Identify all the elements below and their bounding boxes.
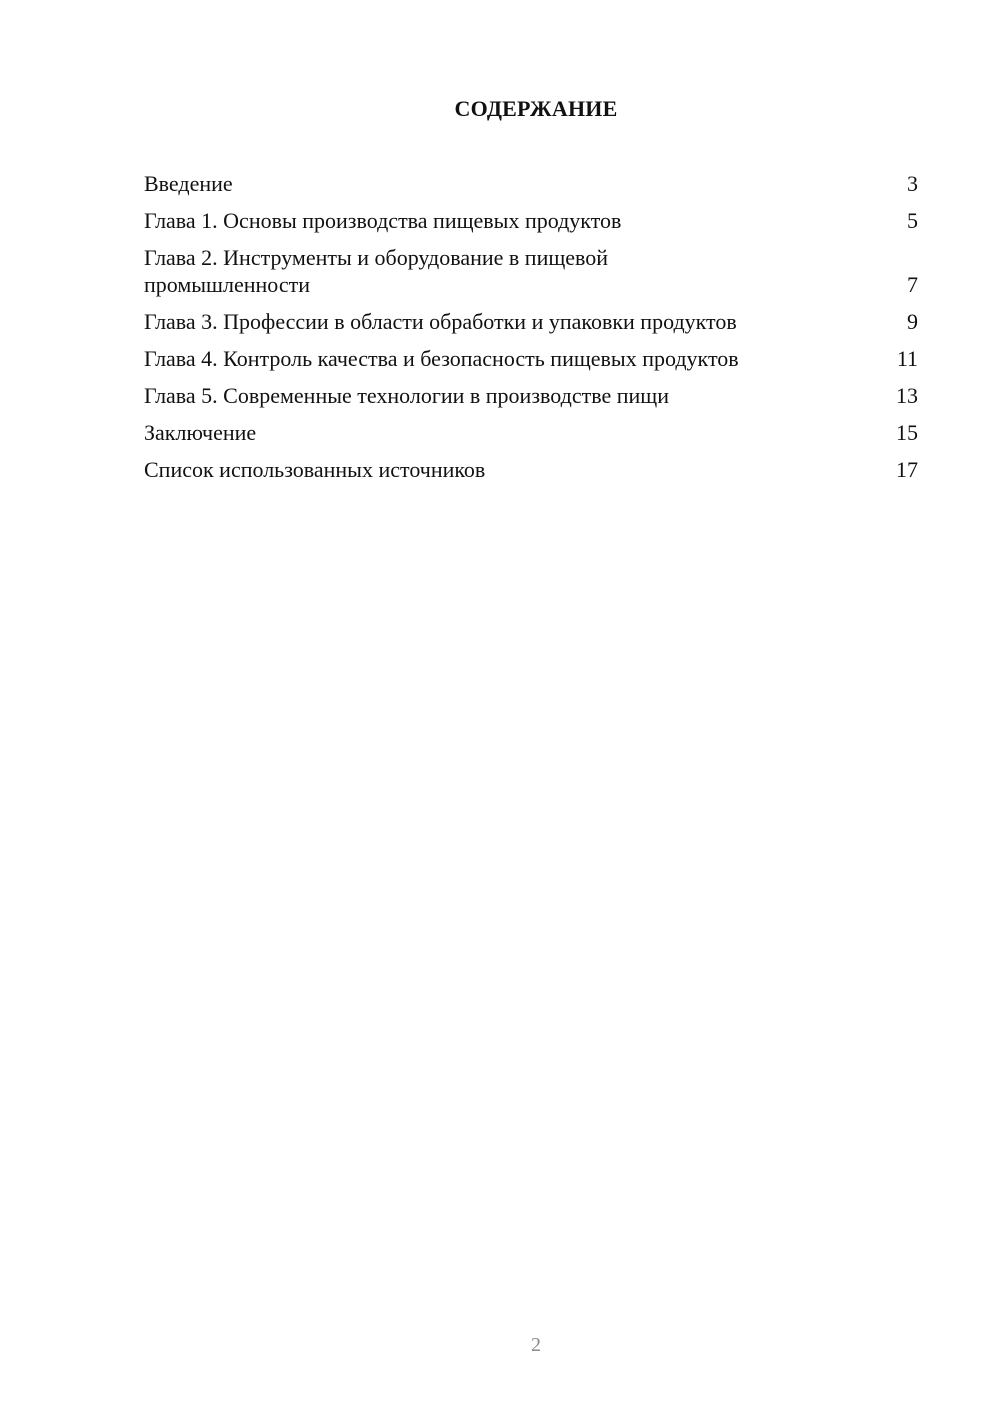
- toc-entry-label: Глава 1. Основы производства пищевых продуктов: [144, 208, 622, 233]
- toc-entry-page: 17: [896, 457, 918, 482]
- toc-entry: [144, 382, 918, 409]
- toc-entry-page: 3: [907, 171, 918, 196]
- toc-entry-label: Список использованных источников: [144, 457, 486, 482]
- toc-title: СОДЕРЖАНИЕ: [454, 96, 618, 121]
- toc-entry: [144, 308, 918, 335]
- toc-entry: [144, 456, 918, 483]
- toc-entry: [144, 345, 918, 372]
- toc-entry-page: 7: [907, 272, 918, 297]
- toc-entry: [144, 170, 918, 197]
- page-number: 2: [531, 1334, 541, 1356]
- toc-entry-label: Глава 2. Инструменты и оборудование в пищевой промышленности: [144, 245, 609, 297]
- toc-entry-page: 13: [896, 383, 918, 408]
- toc-entry-label: Глава 5. Современные технологии в производстве пищи: [144, 383, 669, 408]
- toc-entry-page: 5: [907, 208, 918, 233]
- toc-entry: [144, 419, 918, 446]
- toc-entry-page: 15: [896, 420, 918, 445]
- toc-entry-page: 9: [907, 309, 918, 334]
- toc-entry: [144, 244, 918, 298]
- toc-entry-label: Глава 3. Профессии в области обработки и упаковки продуктов: [144, 309, 737, 334]
- toc-entry-label: Введение: [144, 171, 233, 196]
- toc-entry-label: Заключение: [144, 420, 257, 445]
- toc-list: [144, 170, 918, 493]
- toc-entry-page: 11: [896, 346, 918, 371]
- toc-entry: [144, 207, 918, 234]
- toc-entry-label: Глава 4. Контроль качества и безопасность пищевых продуктов: [144, 346, 739, 371]
